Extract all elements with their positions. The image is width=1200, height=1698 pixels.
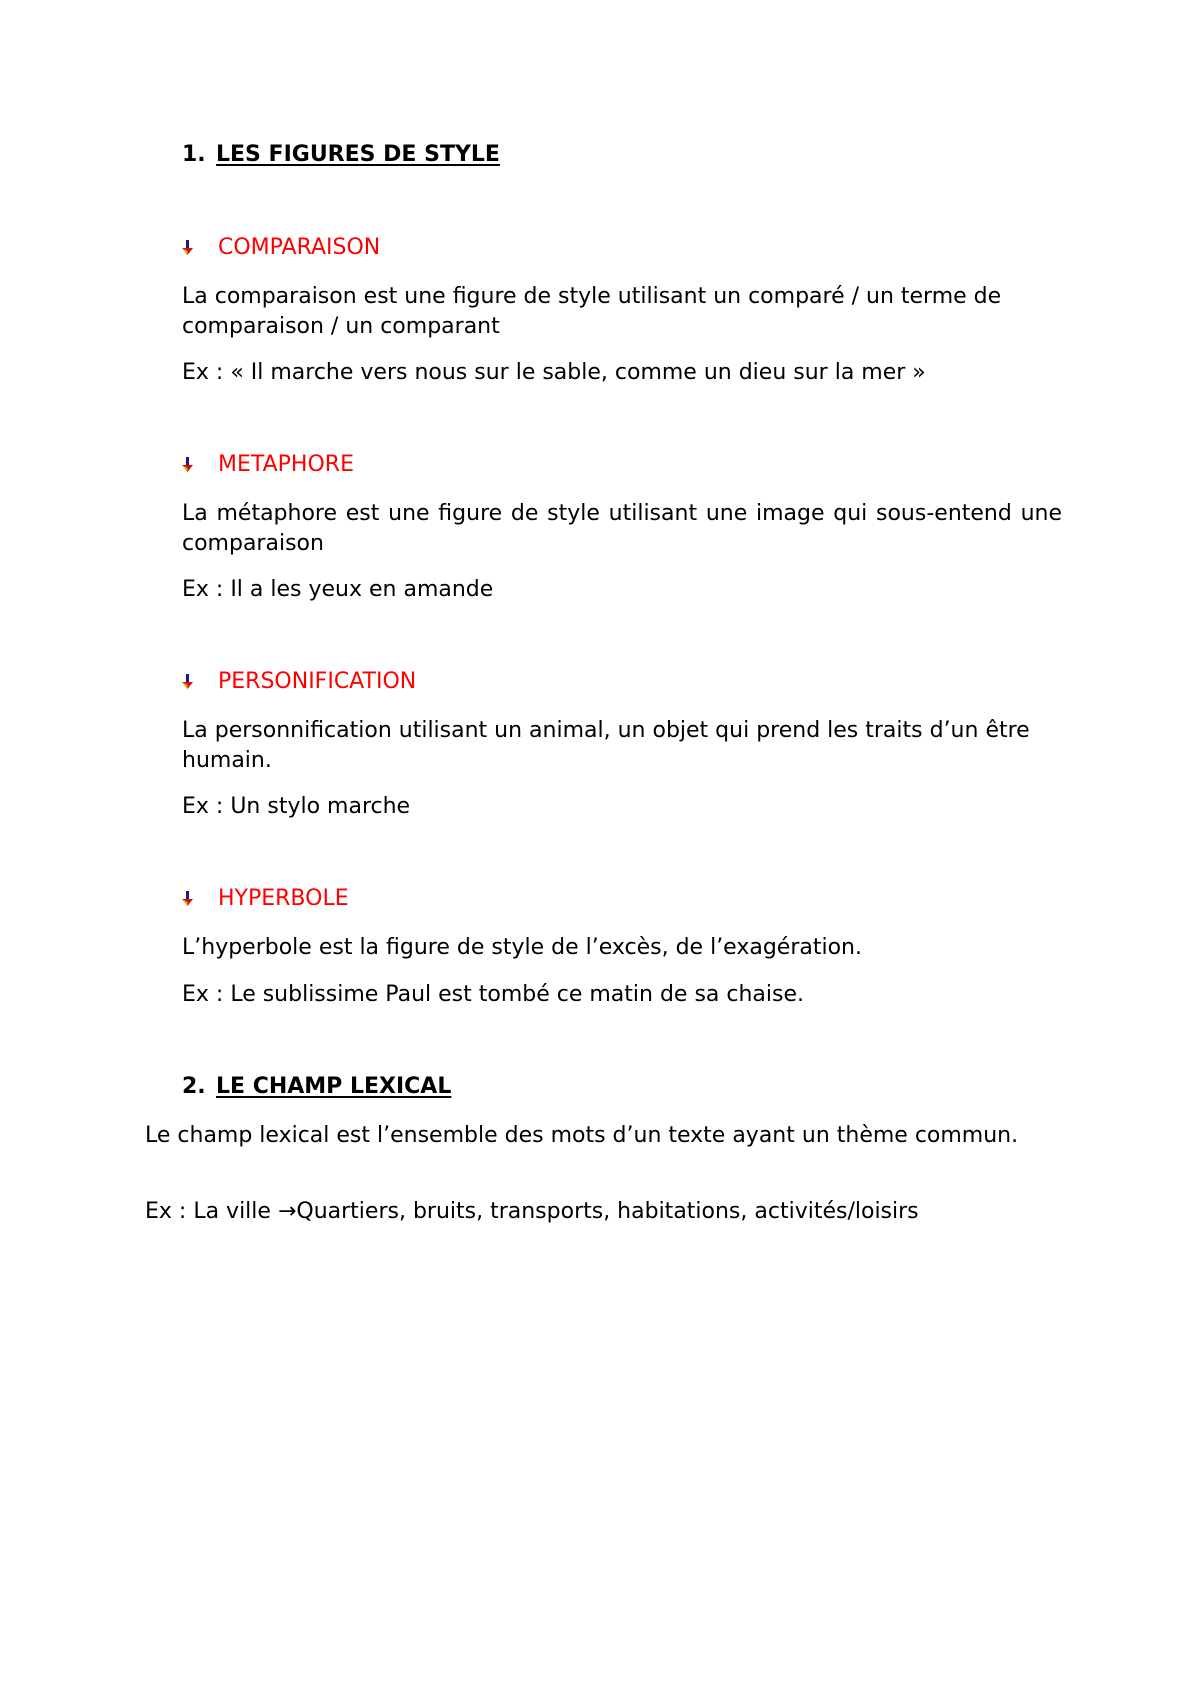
figure-name: PERSONIFICATION <box>218 669 417 694</box>
figure-name: COMPARAISON <box>218 235 381 260</box>
figure-definition: La métaphore est une figure de style utilisant une image qui sous-entend une comparaison <box>182 501 1062 556</box>
section-heading-figures <box>182 142 500 167</box>
section-number: 2. <box>182 1074 206 1099</box>
section-title: LES FIGURES DE STYLE <box>216 142 500 167</box>
section-title: LE CHAMP LEXICAL <box>216 1074 452 1099</box>
figure-heading-metaphore <box>182 452 354 477</box>
example-prefix: Ex : La ville <box>145 1199 271 1224</box>
arrow-bullet-icon <box>182 455 218 475</box>
figure-heading-comparaison <box>182 235 380 260</box>
figure-heading-hyperbole <box>182 886 349 911</box>
arrow-bullet-icon <box>182 672 218 692</box>
figure-definition: La comparaison est une figure de style utilisant un comparé / un terme de comparaison / un comparant <box>182 284 1002 339</box>
figure-heading-personification <box>182 669 416 694</box>
figure-example: Ex : Un stylo marche <box>182 794 411 819</box>
figure-name: HYPERBOLE <box>218 886 349 911</box>
section-heading-champ-lexical <box>182 1074 451 1099</box>
figure-example: Ex : Il a les yeux en amande <box>182 577 494 602</box>
section-example <box>145 1197 1062 1227</box>
example-rest: Quartiers, bruits, transports, habitations, activités/loisirs <box>296 1199 919 1224</box>
figure-example: Ex : Le sublissime Paul est tombé ce matin de sa chaise. <box>182 982 805 1007</box>
figure-name: METAPHORE <box>218 452 354 477</box>
figure-definition: La personnification utilisant un animal, un objet qui prend les traits d’un être humain. <box>182 718 1030 773</box>
arrow-bullet-icon <box>182 238 218 258</box>
section-number: 1. <box>182 142 206 167</box>
right-arrow-icon: → <box>277 1199 297 1224</box>
figure-definition: L’hyperbole est la figure de style de l’excès, de l’exagération. <box>182 935 862 960</box>
arrow-bullet-icon <box>182 889 218 909</box>
figure-example: Ex : « Il marche vers nous sur le sable, comme un dieu sur la mer » <box>182 360 926 385</box>
section-definition: Le champ lexical est l’ensemble des mots d’un texte ayant un thème commun. <box>145 1123 1019 1148</box>
